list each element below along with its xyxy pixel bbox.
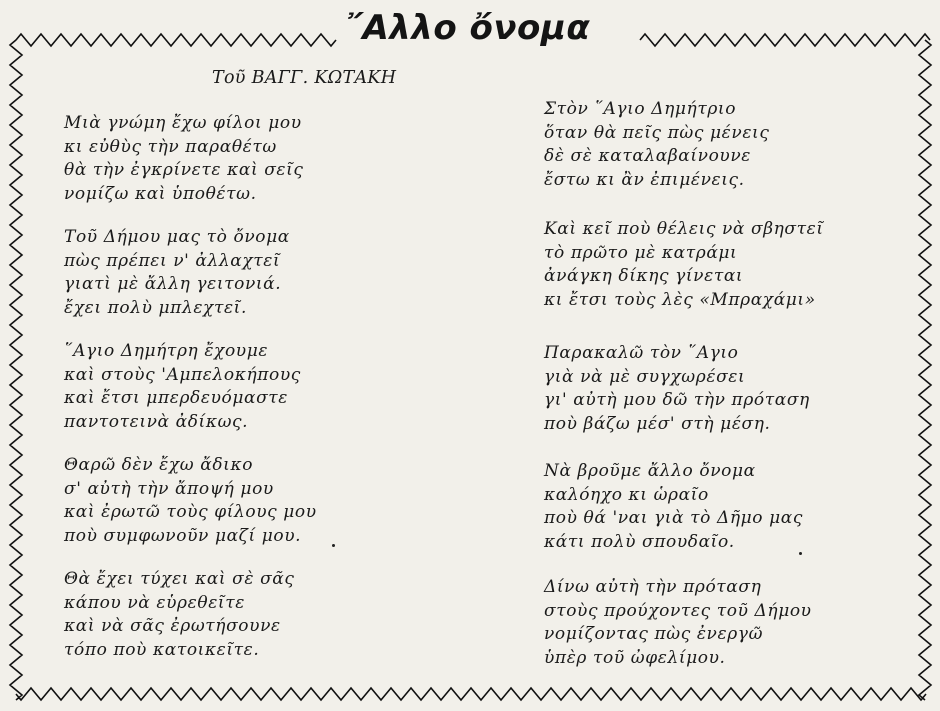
poem-line: γι' αὐτὴ μου δῶ τὴν πρόταση: [544, 390, 810, 410]
poem-line: σ' αὐτὴ τὴν ἄποψή μου: [64, 478, 274, 499]
poem-line: γιὰ νὰ μὲ συγχωρέσει: [544, 366, 746, 387]
poem-line: Θὰ ἔχει τύχει καὶ σὲ σᾶς: [64, 569, 295, 589]
poem-line: Παρακαλῶ τὸν ῞Αγιο: [544, 343, 739, 363]
poem-line: Καὶ κεῖ ποὺ θέλεις νὰ σβηστεῖ: [544, 219, 824, 239]
right-stanza-2: [544, 218, 914, 312]
poem-line: Στὸν ῞Αγιο Δημήτριο: [544, 99, 737, 119]
poem-line: καλόηχο κι ὡραῖο: [544, 484, 709, 505]
left-stanza-4: [64, 454, 404, 548]
print-speck: [799, 552, 802, 555]
poem-line: καὶ ἐρωτῶ τοὺς φίλους μου: [64, 502, 317, 522]
right-stanza-4: [544, 460, 914, 554]
poem-line: κι εὐθὺς τὴν παραθέτω: [64, 136, 277, 157]
poem-line: Νὰ βροῦμε ἄλλο ὄνομα: [544, 461, 756, 481]
left-stanza-5: [64, 568, 404, 662]
poem-line: θὰ τὴν ἐγκρίνετε καὶ σεῖς: [64, 160, 304, 180]
poem-line: γιατὶ μὲ ἄλλη γειτονιά.: [64, 274, 282, 294]
poem-line: καὶ νὰ σᾶς ἐρωτήσουνε: [64, 616, 281, 636]
left-stanza-2: [64, 226, 404, 320]
poem-line: Τοῦ Δήμου μας τὸ ὄνομα: [64, 227, 290, 247]
print-speck: [332, 544, 335, 547]
right-stanza-5: [544, 576, 914, 670]
right-stanza-3: [544, 342, 914, 436]
poem-line: ὑπὲρ τοῦ ὠφελίμου.: [544, 647, 726, 668]
poem-line: ποὺ θά 'ναι γιὰ τὸ Δῆμο μας: [544, 508, 803, 528]
poem-line: νομίζω καὶ ὑποθέτω.: [64, 183, 257, 204]
poem-line: καὶ στοὺς 'Αμπελοκήπους: [64, 364, 301, 385]
poem-line: Δίνω αὐτὴ τὴν πρόταση: [544, 577, 762, 597]
poem-line: δὲ σὲ καταλαβαίνουνε: [544, 146, 751, 166]
poem-line: στοὺς προύχοντες τοῦ Δήμου: [544, 600, 812, 621]
poem-line: ὅταν θὰ πεῖς πὼς μένεις: [544, 122, 770, 143]
poem-title: ῎Αλλο ὄνομα: [345, 8, 591, 48]
poem-line: τόπο ποὺ κατοικεῖτε.: [64, 639, 260, 660]
poem-line: κάτι πολὺ σπουδαῖο.: [544, 531, 735, 552]
poem-line: πὼς πρέπει ν' ἀλλαχτεῖ: [64, 250, 281, 271]
poem-line: ἔχει πολὺ μπλεχτεῖ.: [64, 297, 247, 318]
poem-line: ποὺ συμφωνοῦν μαζί μου.: [64, 525, 302, 546]
poem-line: Θαρῶ δὲν ἔχω ἄδικο: [64, 455, 254, 475]
left-stanza-3: [64, 340, 404, 434]
poem-line: τὸ πρῶτο μὲ κατράμι: [544, 242, 738, 263]
poem-line: ἔστω κι ἂν ἐπιμένεις.: [544, 169, 745, 190]
poem-line: Μιὰ γνώμη ἔχω φίλοι μου: [64, 113, 302, 133]
poem-line: καὶ ἔτσι μπερδευόμαστε: [64, 388, 289, 408]
poem-author: Τοῦ ΒΑΓΓ. ΚΩΤΑΚΗ: [212, 68, 397, 88]
poem-line: ῞Αγιο Δημήτρη ἔχουμε: [64, 341, 269, 361]
poem-line: παντοτεινὰ ἀδίκως.: [64, 411, 249, 432]
left-stanza-1: [64, 112, 404, 206]
poem-line: ποὺ βάζω μέσ' στὴ μέση.: [544, 413, 771, 434]
right-stanza-1: [544, 98, 914, 192]
poem-line: κάπου νὰ εὑρεθεῖτε: [64, 592, 245, 613]
poem-line: κι ἔτσι τοὺς λὲς «Μπραχάμι»: [544, 289, 816, 310]
poem-line: νομίζοντας πὼς ἐνεργῶ: [544, 624, 764, 644]
poem-line: ἀνάγκη δίκης γίνεται: [544, 266, 744, 286]
